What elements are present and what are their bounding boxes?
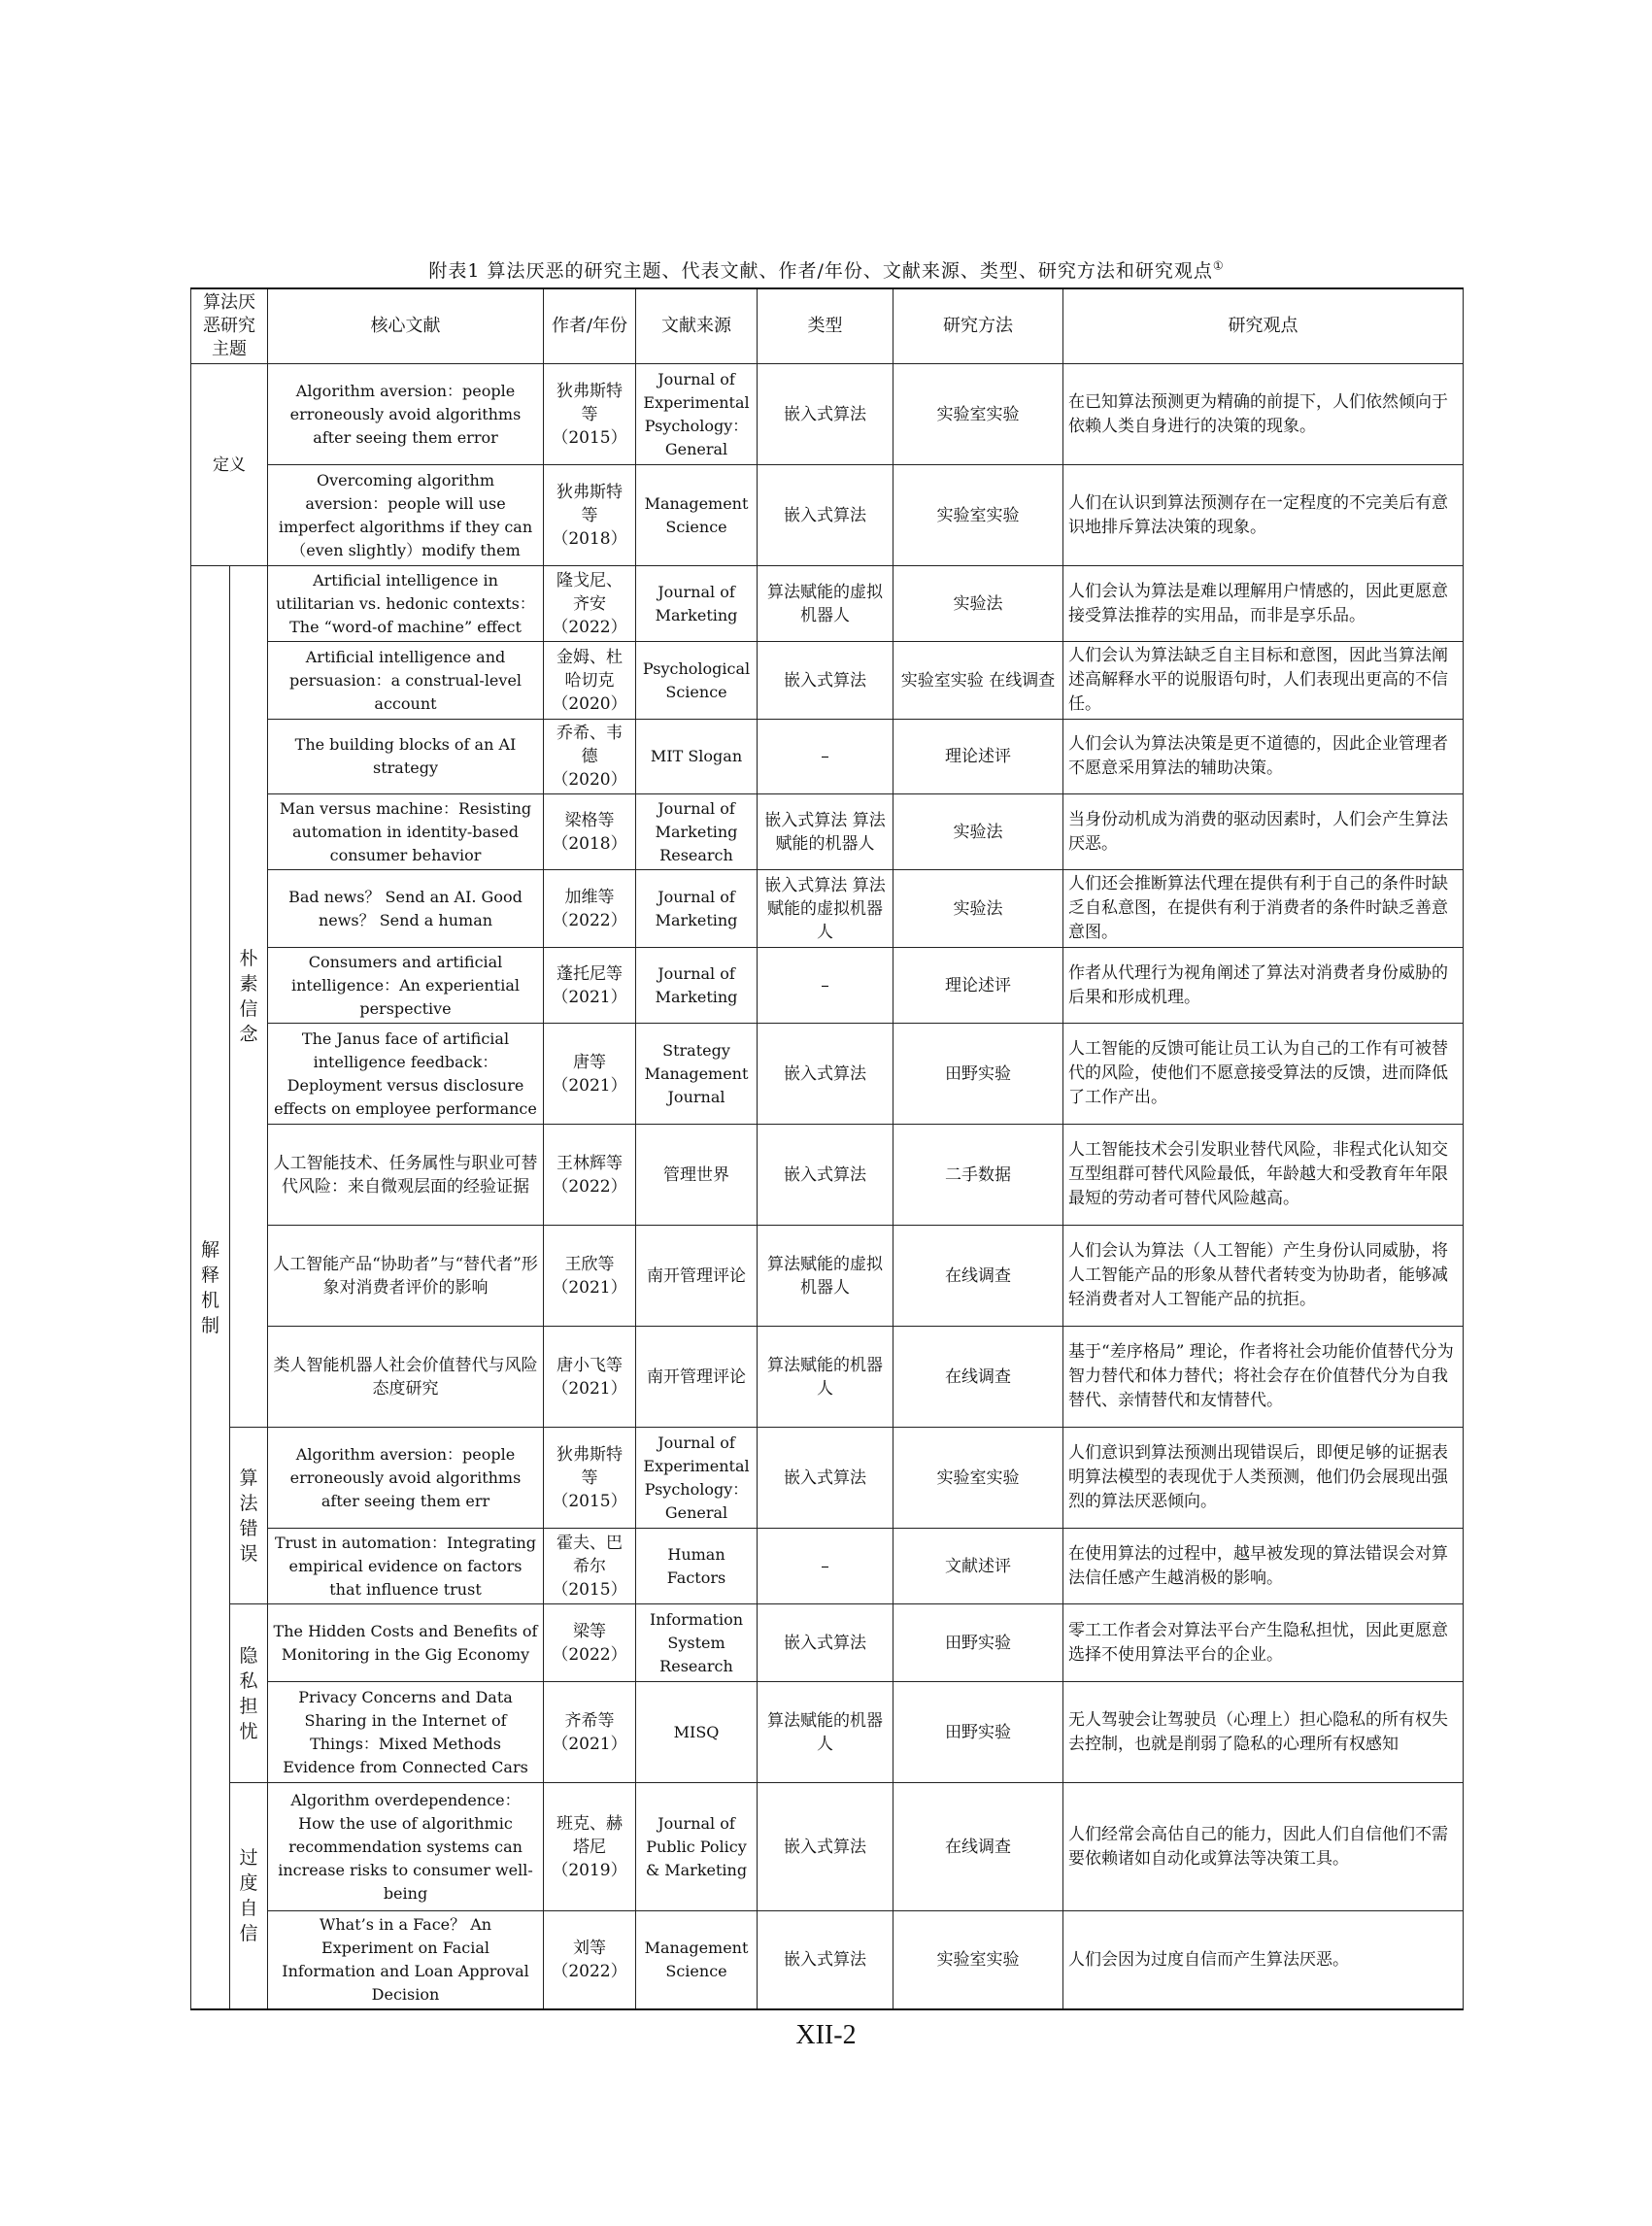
literature-cell: The Hidden Costs and Benefits of Monitoring in the Gig Economy — [268, 1604, 544, 1682]
table-row — [191, 1327, 1464, 1428]
author-cell: 加维等（2022） — [544, 870, 636, 948]
literature-cell: Bad news？ Send an AI. Good news？ Send a human — [268, 870, 544, 948]
header-source: 文献来源 — [636, 288, 758, 364]
author-cell: 狄弗斯特等（2018） — [544, 465, 636, 566]
type-cell: 算法赋能的虚拟机器人 — [758, 1226, 893, 1327]
view-cell: 作者从代理行为视角阐述了算法对消费者身份威胁的后果和形成机理。 — [1063, 948, 1464, 1024]
type-cell: 嵌入式算法 — [758, 1428, 893, 1529]
view-cell: 人们会认为算法（人工智能）产生身份认同威胁，将人工智能产品的形象从替代者转变为协助者，能够减轻消费者对人工智能产品的抗拒。 — [1063, 1226, 1464, 1327]
table-row — [191, 1911, 1464, 2010]
type-cell: – — [758, 720, 893, 794]
subtopic-naive-belief-label: 朴素信念 — [239, 948, 258, 1045]
header-method: 研究方法 — [893, 288, 1063, 364]
method-cell: 实验法 — [893, 870, 1063, 948]
method-cell: 实验法 — [893, 794, 1063, 870]
table-row — [191, 948, 1464, 1024]
view-cell: 人们会因为过度自信而产生算法厌恶。 — [1063, 1911, 1464, 2010]
table-caption — [190, 256, 1463, 283]
author-cell: 梁等（2022） — [544, 1604, 636, 1682]
method-cell: 实验法 — [893, 566, 1063, 642]
source-cell: Journal of Public Policy & Marketing — [636, 1783, 758, 1911]
view-cell: 无人驾驶会让驾驶员（心理上）担心隐私的所有权失去控制，也就是削弱了隐私的心理所有权感知 — [1063, 1682, 1464, 1783]
subtopic-algorithm-error — [230, 1428, 268, 1604]
view-cell: 在使用算法的过程中，越早被发现的算法错误会对算法信任感产生越消极的影响。 — [1063, 1529, 1464, 1604]
author-cell: 王林辉等（2022） — [544, 1125, 636, 1226]
header-literature: 核心文献 — [268, 288, 544, 364]
source-cell: 南开管理评论 — [636, 1327, 758, 1428]
method-cell: 在线调查 — [893, 1783, 1063, 1911]
view-cell: 人们意识到算法预测出现错误后，即便足够的证据表明算法模型的表现优于人类预测，他们仍会展现出强烈的算法厌恶倾向。 — [1063, 1428, 1464, 1529]
table-row — [191, 642, 1464, 720]
type-cell: 嵌入式算法 — [758, 1604, 893, 1682]
literature-cell: Privacy Concerns and Data Sharing in the Internet of Things：Mixed Methods Evidence from Connected Cars — [268, 1682, 544, 1783]
subtopic-overconfidence-label: 过度自信 — [239, 1847, 258, 1944]
source-cell: Information System Research — [636, 1604, 758, 1682]
type-cell: 嵌入式算法 — [758, 364, 893, 465]
type-cell: 嵌入式算法 — [758, 1783, 893, 1911]
method-cell: 在线调查 — [893, 1327, 1063, 1428]
method-cell: 田野实验 — [893, 1024, 1063, 1125]
author-cell: 梁格等（2018） — [544, 794, 636, 870]
footnote-mark: ① — [1212, 258, 1225, 273]
caption-title: 附表1 算法厌恶的研究主题、代表文献、作者/年份、文献来源、类型、研究方法和研究观点 — [428, 260, 1213, 282]
literature-cell: Man versus machine：Resisting automation in identity-based consumer behavior — [268, 794, 544, 870]
subtopic-algorithm-error-label: 算法错误 — [239, 1467, 258, 1565]
view-cell: 人工智能的反馈可能让员工认为自己的工作有可被替代的风险，使他们不愿意接受算法的反馈，进而降低了工作产出。 — [1063, 1024, 1464, 1125]
author-cell: 刘等（2022） — [544, 1911, 636, 2010]
research-table — [190, 287, 1464, 2010]
type-cell: – — [758, 948, 893, 1024]
source-cell: Journal of Marketing — [636, 566, 758, 642]
source-cell: Journal of Marketing Research — [636, 794, 758, 870]
method-cell: 文献述评 — [893, 1529, 1063, 1604]
type-cell: 嵌入式算法 算法赋能的虚拟机器人 — [758, 870, 893, 948]
author-cell: 狄弗斯特等（2015） — [544, 1428, 636, 1529]
subtopic-privacy-concern — [230, 1604, 268, 1783]
view-cell: 人们会认为算法缺乏自主目标和意图，因此当算法阐述高解释水平的说服语句时，人们表现出更高的不信任。 — [1063, 642, 1464, 720]
topic-mechanism-label: 解释机制 — [200, 1238, 219, 1336]
literature-cell: Consumers and artificial intelligence：An experiential perspective — [268, 948, 544, 1024]
header-view: 研究观点 — [1063, 288, 1464, 364]
source-cell: MIT Slogan — [636, 720, 758, 794]
table-row — [191, 794, 1464, 870]
source-cell: Management Science — [636, 465, 758, 566]
subtopic-naive-belief — [230, 566, 268, 1428]
type-cell: 嵌入式算法 — [758, 1125, 893, 1226]
method-cell: 实验室实验 — [893, 465, 1063, 566]
page-number: XII-2 — [795, 2020, 857, 2050]
method-cell: 实验室实验 — [893, 1911, 1063, 2010]
view-cell: 人们在认识到算法预测存在一定程度的不完美后有意识地排斥算法决策的现象。 — [1063, 465, 1464, 566]
source-cell: 管理世界 — [636, 1125, 758, 1226]
source-cell: Journal of Experimental Psychology：General — [636, 1428, 758, 1529]
table-row — [191, 566, 1464, 642]
method-cell: 二手数据 — [893, 1125, 1063, 1226]
type-cell: 嵌入式算法 — [758, 642, 893, 720]
table-row — [191, 1024, 1464, 1125]
table-row — [191, 465, 1464, 566]
view-cell: 当身份动机成为消费的驱动因素时，人们会产生算法厌恶。 — [1063, 794, 1464, 870]
source-cell: 南开管理评论 — [636, 1226, 758, 1327]
view-cell: 人们会认为算法是难以理解用户情感的，因此更愿意接受算法推荐的实用品，而非是享乐品。 — [1063, 566, 1464, 642]
literature-cell: 类人智能机器人社会价值替代与风险态度研究 — [268, 1327, 544, 1428]
literature-cell: Algorithm aversion：people erroneously avoid algorithms after seeing them error — [268, 364, 544, 465]
source-cell: MISQ — [636, 1682, 758, 1783]
table-row — [191, 364, 1464, 465]
source-cell: Management Science — [636, 1911, 758, 2010]
type-cell: 嵌入式算法 算法赋能的机器人 — [758, 794, 893, 870]
type-cell: 嵌入式算法 — [758, 465, 893, 566]
author-cell: 狄弗斯特等（2015） — [544, 364, 636, 465]
author-cell: 隆戈尼、齐安（2022） — [544, 566, 636, 642]
source-cell: Psychological Science — [636, 642, 758, 720]
author-cell: 金姆、杜哈切克（2020） — [544, 642, 636, 720]
author-cell: 唐小飞等（2021） — [544, 1327, 636, 1428]
literature-cell: Artificial intelligence in utilitarian vs. hedonic contexts：The “word-of machine” effect — [268, 566, 544, 642]
author-cell: 唐等（2021） — [544, 1024, 636, 1125]
method-cell: 实验室实验 — [893, 1428, 1063, 1529]
literature-cell: Algorithm overdependence：How the use of algorithmic recommendation systems can increase risks to consumer well-being — [268, 1783, 544, 1911]
literature-cell: Overcoming algorithm aversion：people will use imperfect algorithms if they can（even slightly）modify them — [268, 465, 544, 566]
view-cell: 在已知算法预测更为精确的前提下，人们依然倾向于依赖人类自身进行的决策的现象。 — [1063, 364, 1464, 465]
type-cell: 嵌入式算法 — [758, 1024, 893, 1125]
view-cell: 人们会认为算法决策是更不道德的，因此企业管理者不愿意采用算法的辅助决策。 — [1063, 720, 1464, 794]
header-topic: 算法厌恶研究主题 — [191, 288, 268, 364]
method-cell: 田野实验 — [893, 1604, 1063, 1682]
topic-definition: 定义 — [191, 364, 268, 566]
topic-mechanism — [191, 566, 230, 2010]
literature-cell: The Janus face of artificial intelligence feedback：Deployment versus disclosure effects on employee performance — [268, 1024, 544, 1125]
method-cell: 理论述评 — [893, 948, 1063, 1024]
author-cell: 王欣等（2021） — [544, 1226, 636, 1327]
author-cell: 蓬托尼等（2021） — [544, 948, 636, 1024]
table-row — [191, 1529, 1464, 1604]
view-cell: 人工智能技术会引发职业替代风险，非程式化认知交互型组群可替代风险最低，年龄越大和受教育年年限最短的劳动者可替代风险越高。 — [1063, 1125, 1464, 1226]
literature-cell: 人工智能技术、任务属性与职业可替代风险：来自微观层面的经验证据 — [268, 1125, 544, 1226]
table-row — [191, 1604, 1464, 1682]
literature-cell: What’s in a Face？ An Experiment on Facial Information and Loan Approval Decision — [268, 1911, 544, 2010]
author-cell: 齐希等（2021） — [544, 1682, 636, 1783]
header-type: 类型 — [758, 288, 893, 364]
table-row — [191, 1125, 1464, 1226]
header-author: 作者/年份 — [544, 288, 636, 364]
method-cell: 实验室实验 在线调查 — [893, 642, 1063, 720]
subtopic-overconfidence — [230, 1783, 268, 2010]
type-cell: 算法赋能的机器人 — [758, 1327, 893, 1428]
header-row — [191, 288, 1464, 364]
view-cell: 基于“差序格局” 理论，作者将社会功能价值替代分为智力替代和体力替代；将社会存在价值替代分为自我替代、亲情替代和友情替代。 — [1063, 1327, 1464, 1428]
table-row — [191, 1428, 1464, 1529]
method-cell: 田野实验 — [893, 1682, 1063, 1783]
subtopic-privacy-concern-label: 隐私担忧 — [239, 1644, 258, 1742]
view-cell: 人们还会推断算法代理在提供有利于自己的条件时缺乏自私意图，在提供有利于消费者的条件时缺乏善意意图。 — [1063, 870, 1464, 948]
type-cell: 算法赋能的虚拟机器人 — [758, 566, 893, 642]
table-row — [191, 1682, 1464, 1783]
table-row — [191, 720, 1464, 794]
type-cell: 嵌入式算法 — [758, 1911, 893, 2010]
type-cell: 算法赋能的机器人 — [758, 1682, 893, 1783]
source-cell: Human Factors — [636, 1529, 758, 1604]
method-cell: 实验室实验 — [893, 364, 1063, 465]
author-cell: 班克、赫塔尼（2019） — [544, 1783, 636, 1911]
type-cell: – — [758, 1529, 893, 1604]
source-cell: Strategy Management Journal — [636, 1024, 758, 1125]
view-cell: 零工工作者会对算法平台产生隐私担忧，因此更愿意选择不使用算法平台的企业。 — [1063, 1604, 1464, 1682]
source-cell: Journal of Marketing — [636, 870, 758, 948]
method-cell: 在线调查 — [893, 1226, 1063, 1327]
source-cell: Journal of Marketing — [636, 948, 758, 1024]
author-cell: 霍夫、巴希尔（2015） — [544, 1529, 636, 1604]
source-cell: Journal of Experimental Psychology：General — [636, 364, 758, 465]
table-row — [191, 870, 1464, 948]
method-cell: 理论述评 — [893, 720, 1063, 794]
author-cell: 乔希、韦德（2020） — [544, 720, 636, 794]
literature-cell: Artificial intelligence and persuasion：a construal-level account — [268, 642, 544, 720]
literature-cell: Algorithm aversion：people erroneously avoid algorithms after seeing them err — [268, 1428, 544, 1529]
literature-cell: Trust in automation：Integrating empirical evidence on factors that influence trust — [268, 1529, 544, 1604]
view-cell: 人们经常会高估自己的能力，因此人们自信他们不需要依赖诸如自动化或算法等决策工具。 — [1063, 1783, 1464, 1911]
literature-cell: 人工智能产品“协助者”与“替代者”形象对消费者评价的影响 — [268, 1226, 544, 1327]
table-row — [191, 1226, 1464, 1327]
table-row — [191, 1783, 1464, 1911]
literature-cell: The building blocks of an AI strategy — [268, 720, 544, 794]
